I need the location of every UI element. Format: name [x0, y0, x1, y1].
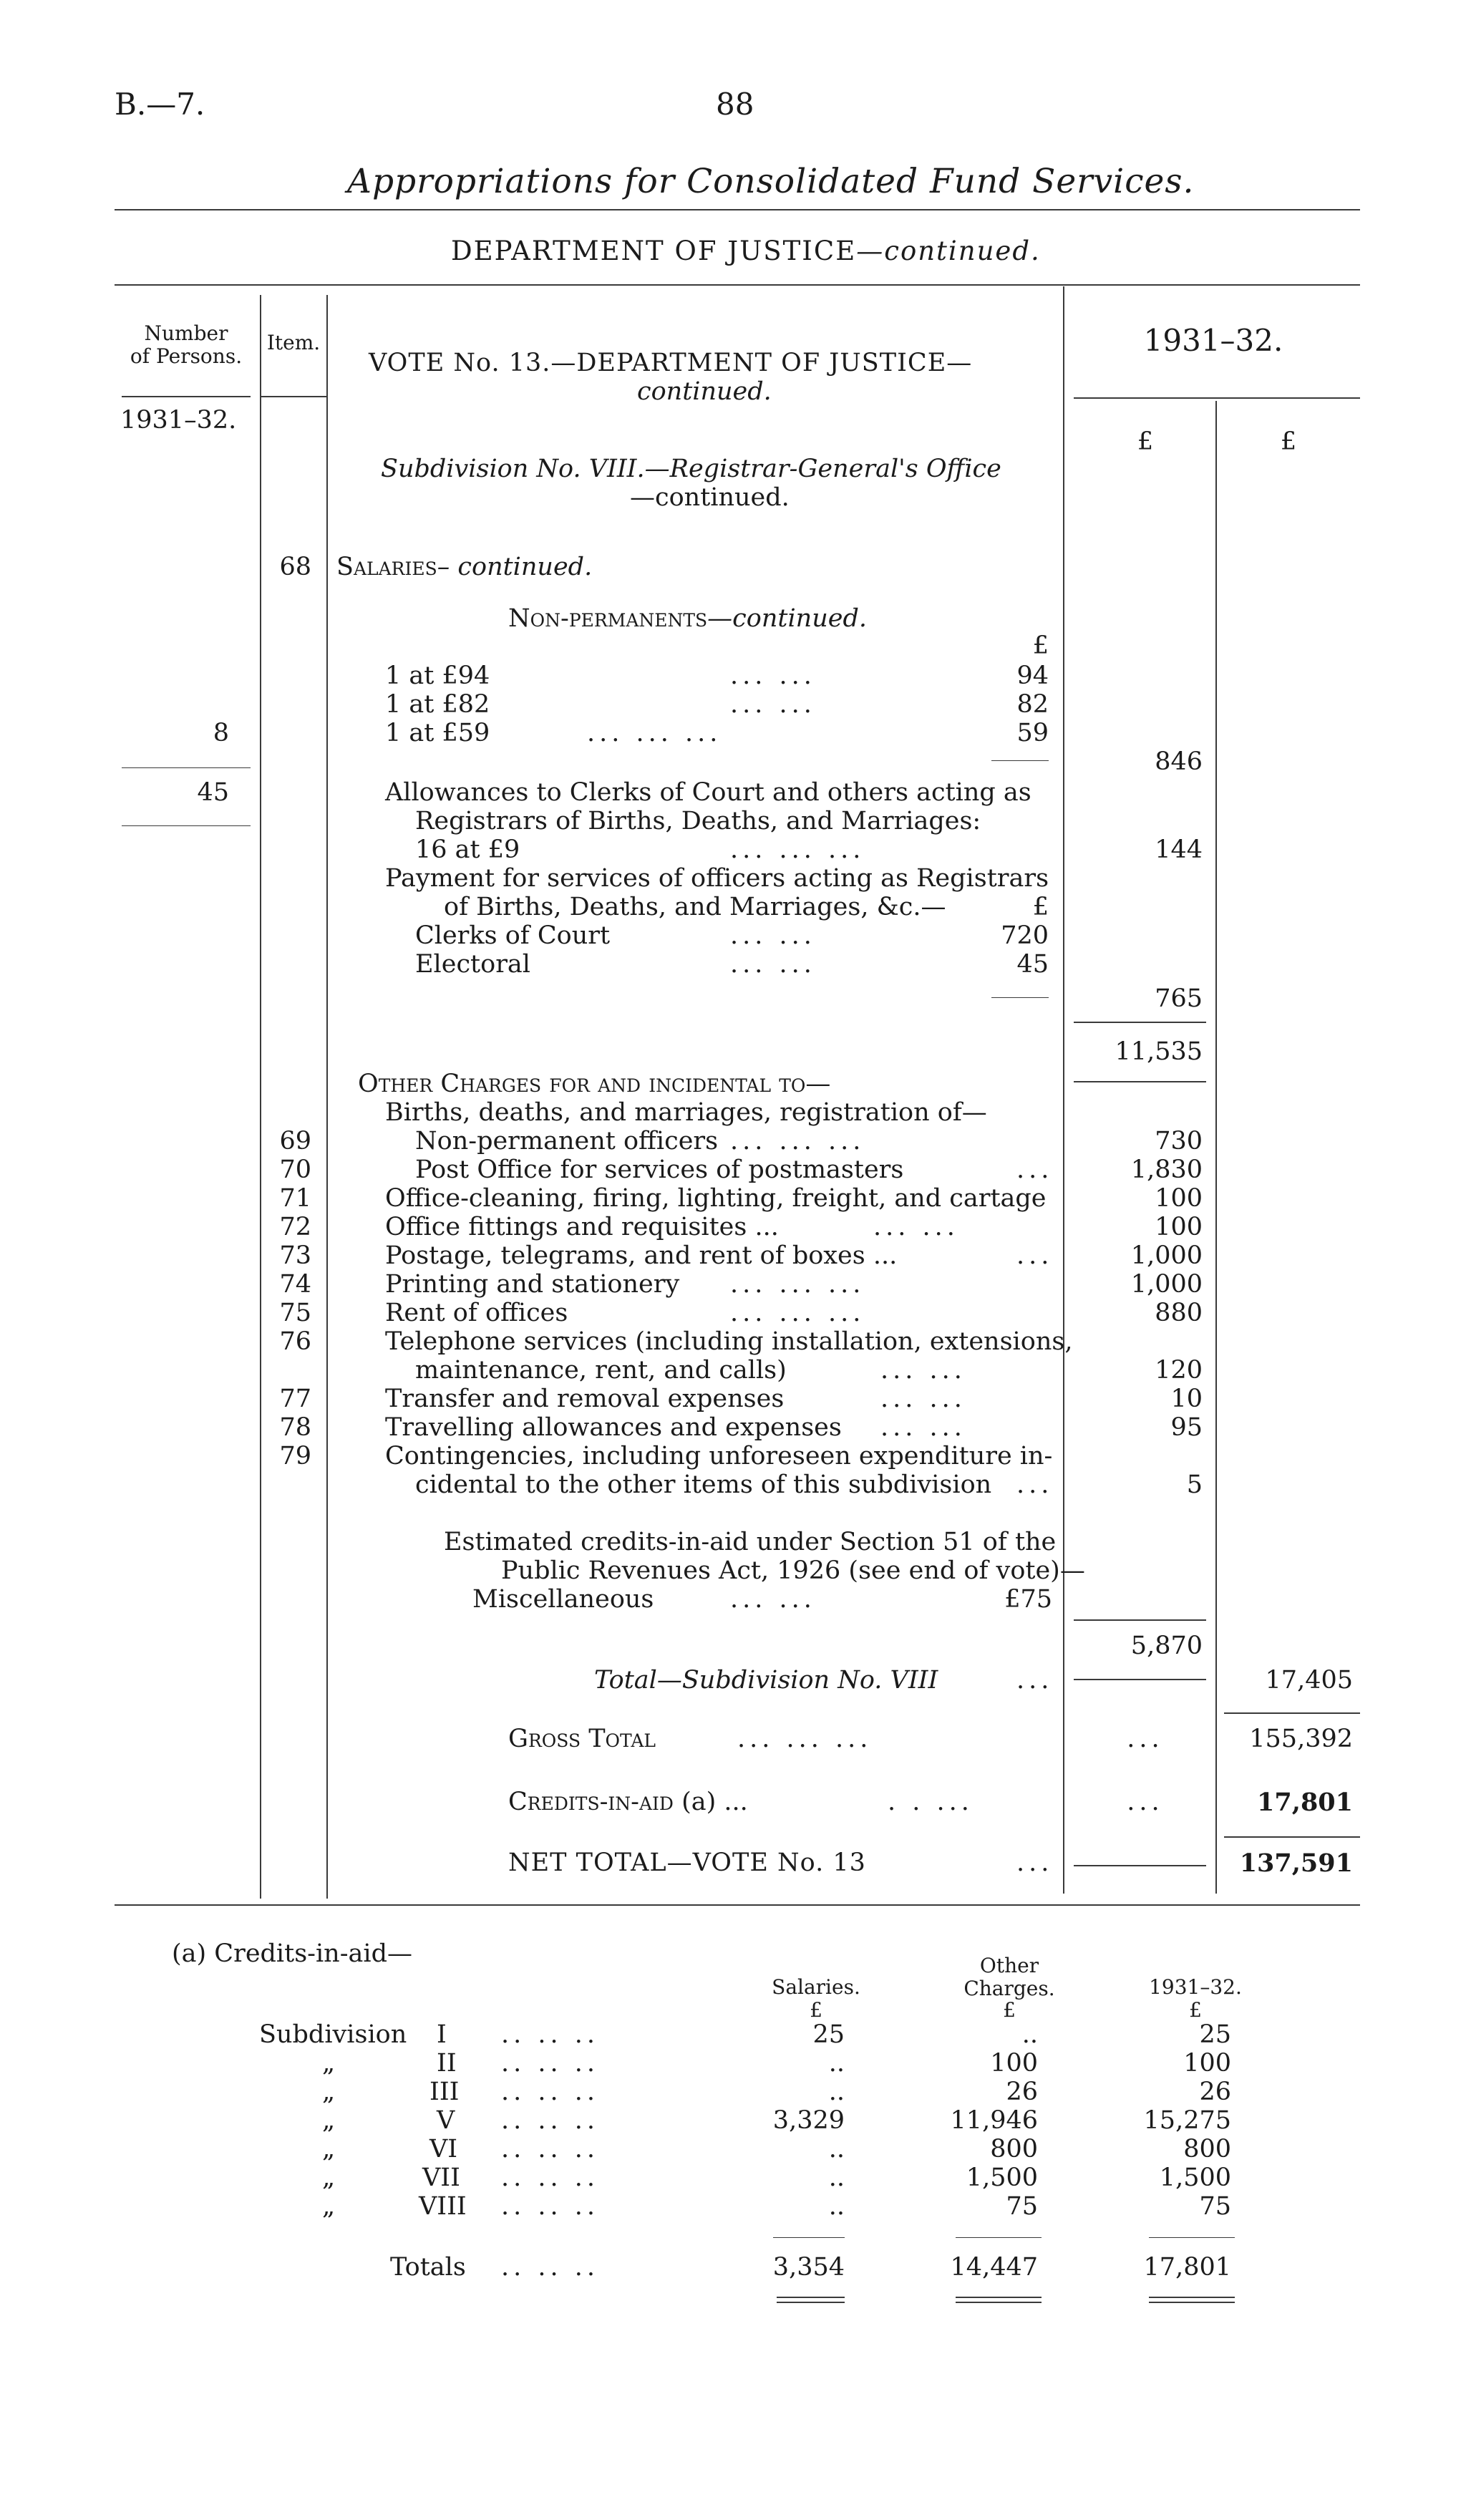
amount-subtotal-rule — [991, 997, 1049, 998]
footnote-other: .. — [1021, 2020, 1038, 2049]
department-heading — [451, 238, 1041, 264]
vote-title: VOTE No. 13.—DEPARTMENT OF JUSTICE— — [369, 349, 973, 377]
leader-dots: .. .. .. — [501, 2078, 600, 2106]
leader-dots: ... ... — [730, 950, 816, 979]
leader-dots: ... — [1016, 1666, 1054, 1695]
footnote-subdivision-word: Subdivision — [259, 2020, 407, 2049]
footnote-heading: (a) Credits-in-aid— — [172, 1939, 413, 1968]
footnote-double-rule — [777, 2302, 845, 2303]
leader-dots: ... ... — [730, 690, 816, 719]
nonperm-heading-text: Non-permanents — [508, 604, 708, 633]
footnote-total: 1,500 — [1159, 2163, 1231, 2192]
footnote-other: 26 — [1006, 2078, 1038, 2106]
footnote-pound-year: £ — [1189, 1998, 1202, 2022]
salaries-pound-sign: £ — [1032, 631, 1049, 660]
list-item-amount: 94 — [1016, 662, 1049, 690]
year-column-header: 1931–32. — [1143, 323, 1283, 358]
department-main: DEPARTMENT OF JUSTICE — [451, 236, 857, 266]
net-total-label: NET TOTAL—VOTE No. 13 — [508, 1848, 866, 1877]
footnote-pound-salaries: £ — [810, 1998, 822, 2022]
item-column-left-rule — [260, 295, 261, 1899]
list-item-amount: 5 — [1186, 1470, 1203, 1499]
year-header-rule — [1074, 397, 1360, 399]
list-item: Electoral — [415, 950, 530, 979]
footnote-salaries: .. — [828, 2135, 845, 2163]
net-total-middle-rule — [1074, 1865, 1206, 1866]
subdivision-title-continued: —continued. — [630, 483, 790, 512]
list-item-amount: 1,000 — [1130, 1270, 1203, 1299]
salaries-heading-text: Salaries — [336, 553, 437, 581]
nonpermanents-heading — [508, 606, 867, 631]
payment-line2: of Births, Deaths, and Marriages, &c.— — [444, 893, 946, 921]
list-item: Printing and stationery — [385, 1270, 680, 1299]
footnote-total: 15,275 — [1143, 2106, 1231, 2135]
contingencies-line1: Contingencies, including unforeseen expenditure in- — [385, 1442, 1053, 1470]
leader-dots: ... ... — [730, 1585, 816, 1614]
amount-column-left-rule — [1063, 286, 1064, 1894]
footnote-total: 100 — [1183, 2049, 1231, 2078]
footnote-double-rule — [1149, 2297, 1235, 2298]
subdivision-total-rule — [1224, 1712, 1360, 1714]
footnote-double-rule — [956, 2297, 1042, 2298]
footnote-other-rule — [956, 2237, 1042, 2238]
leader-dots: ... ... ... — [737, 1725, 873, 1753]
list-item-amount: 730 — [1155, 1127, 1203, 1155]
leader-dots: .. .. .. — [501, 2192, 600, 2221]
leader-dots: ... — [1016, 1470, 1054, 1499]
gross-total-label: Gross Total — [508, 1725, 656, 1753]
leader-dots: ... ... ... — [730, 835, 865, 864]
list-item: Rent of offices — [385, 1299, 568, 1327]
footnote-salaries-rule — [773, 2237, 845, 2238]
footnote-total-rule — [1149, 2237, 1235, 2238]
ditto-mark: „ — [322, 2078, 336, 2106]
footnote-totals-total: 17,801 — [1143, 2253, 1231, 2282]
pound-header-2: £ — [1280, 427, 1297, 456]
salaries-subtotal: 846 — [1155, 747, 1203, 776]
item-number: 70 — [279, 1155, 311, 1184]
salaries-item-number: 68 — [279, 553, 311, 581]
persons-column-header — [122, 322, 251, 368]
allowances-persons: 45 — [197, 778, 229, 807]
leader-dots: .. .. .. — [501, 2163, 600, 2192]
credits-in-aid-note: (a) ... — [681, 1788, 748, 1816]
ditto-mark: „ — [322, 2106, 336, 2135]
list-item: 1 at £82 — [385, 690, 490, 719]
item-column-right-rule — [326, 295, 328, 1899]
footnote-year-header: 1931–32. — [1149, 1975, 1242, 1999]
allowances-line1: Allowances to Clerks of Court and others acting as — [385, 778, 1031, 807]
footnote-salaries: 3,329 — [772, 2106, 845, 2135]
footnote-total: 800 — [1183, 2135, 1231, 2163]
credits-in-aid-amount: 17,801 — [1257, 1788, 1353, 1817]
item-number: 71 — [279, 1184, 311, 1213]
leader-dots: .. .. .. — [501, 2049, 600, 2078]
births-heading: Births, deaths, and marriages, registration of— — [385, 1098, 987, 1127]
subdivision-total-amount: 17,405 — [1265, 1666, 1353, 1695]
page-reference: B.—7. — [115, 87, 205, 122]
leader-dots: ... ... ... — [587, 719, 722, 747]
other-charges-total-rule — [1074, 1619, 1206, 1621]
item-number: 79 — [279, 1442, 311, 1470]
vote-title-continued: continued. — [637, 377, 772, 406]
leader-dots: ... — [1016, 1241, 1054, 1270]
leader-dots: ... ... ... — [730, 1127, 865, 1155]
footnote-other: 800 — [990, 2135, 1038, 2163]
footnote-salaries: .. — [828, 2049, 845, 2078]
footnote-other: 11,946 — [950, 2106, 1038, 2135]
list-item: Non-permanent officers — [415, 1127, 719, 1155]
table-top-rule — [115, 284, 1360, 286]
item-number: 78 — [279, 1413, 311, 1442]
leader-dots: ... ... — [730, 921, 816, 950]
leader-dots: ... ... — [880, 1385, 966, 1413]
footnote-sub-label: III — [429, 2078, 460, 2106]
footnote-salaries: .. — [828, 2078, 845, 2106]
credits-in-aid-placeholder: ... — [1127, 1788, 1164, 1816]
telephone-line2: maintenance, rent, and calls) — [415, 1356, 787, 1385]
leader-dots: .. .. .. — [501, 2020, 600, 2049]
ditto-mark: „ — [322, 2192, 336, 2221]
footnote-sub-label: V — [437, 2106, 455, 2135]
subdivision-title: Subdivision No. VIII.—Registrar-General's Office — [381, 455, 1001, 483]
salaries-total-rule — [1074, 1022, 1206, 1023]
footnote-total: 25 — [1199, 2020, 1231, 2049]
footnote-pound-other: £ — [1003, 1998, 1016, 2022]
nonperm-heading-suffix: —continued. — [707, 604, 867, 633]
list-item-amount: 95 — [1170, 1413, 1203, 1442]
footnote-other-header-line1: Other — [979, 1954, 1039, 1977]
title-rule — [115, 209, 1360, 210]
list-item-amount: 10 — [1170, 1385, 1203, 1413]
item-header-rule — [260, 396, 326, 397]
salaries-persons: 8 — [213, 719, 229, 747]
persons-header-line1: Number — [144, 321, 228, 345]
list-item-amount: 120 — [1155, 1356, 1203, 1385]
list-item-amount: 59 — [1016, 719, 1049, 747]
item-number: 69 — [279, 1127, 311, 1155]
list-item-amount: 82 — [1016, 690, 1049, 719]
credits-in-aid-row — [508, 1790, 748, 1815]
list-item: 1 at £94 — [385, 662, 490, 690]
leader-dots: . . ... — [888, 1788, 974, 1816]
footnote-totals-label: Totals — [390, 2253, 466, 2282]
amount-column-mid-rule — [1215, 401, 1217, 1894]
salaries-heading-suffix: – continued. — [437, 553, 593, 581]
footnote-sub-label: VII — [422, 2163, 460, 2192]
ditto-mark: „ — [322, 2049, 336, 2078]
list-item-amount: 45 — [1016, 950, 1049, 979]
list-item-amount: 1,830 — [1130, 1155, 1203, 1184]
item-number: 72 — [279, 1213, 311, 1241]
footnote-salaries-header: Salaries. — [772, 1975, 860, 1999]
pound-header-1: £ — [1137, 427, 1154, 456]
list-item-amount: 100 — [1155, 1213, 1203, 1241]
footnote-other-header-line2: Charges. — [963, 1977, 1055, 2000]
list-item: 1 at £59 — [385, 719, 490, 747]
list-item: Office-cleaning, firing, lighting, freight, and cartage — [385, 1184, 1047, 1213]
footnote-double-rule — [777, 2297, 845, 2298]
net-total-amount: 137,591 — [1239, 1848, 1353, 1878]
footnote-other-charges-header — [931, 1954, 1088, 2000]
list-item: Postage, telegrams, and rent of boxes ... — [385, 1241, 898, 1270]
footnote-total: 75 — [1199, 2192, 1231, 2221]
page-number: 88 — [716, 87, 754, 122]
footnote-totals-other: 14,447 — [950, 2253, 1038, 2282]
credits-line2: Public Revenues Act, 1926 (see end of vote)— — [501, 1556, 1085, 1585]
leader-dots: ... ... ... — [730, 1270, 865, 1299]
footnote-double-rule — [956, 2302, 1042, 2303]
other-charges-total: 5,870 — [1130, 1632, 1203, 1660]
item-column-header: Item. — [266, 331, 321, 354]
list-item: Travelling allowances and expenses — [385, 1413, 842, 1442]
persons-header-rule — [122, 396, 251, 397]
leader-dots: ... — [1016, 1155, 1054, 1184]
footnote-other: 1,500 — [966, 2163, 1038, 2192]
footnote-other: 75 — [1006, 2192, 1038, 2221]
credits-line3: Miscellaneous — [472, 1585, 654, 1614]
footnote-sub-label: VIII — [419, 2192, 467, 2221]
footnote-salaries: .. — [828, 2192, 845, 2221]
telephone-line1: Telephone services (including installation, extensions, — [385, 1327, 1073, 1356]
footnote-total: 26 — [1199, 2078, 1231, 2106]
payment-line1: Payment for services of officers acting as Registrars — [385, 864, 1049, 893]
footnote-sub-label: I — [437, 2020, 447, 2049]
credits-line1: Estimated credits-in-aid under Section 51 of the — [444, 1528, 1057, 1556]
item-number: 76 — [279, 1327, 311, 1356]
list-item-amount: 720 — [1001, 921, 1049, 950]
amount-subtotal-rule — [991, 760, 1049, 761]
item-number: 74 — [279, 1270, 311, 1299]
list-item-amount: 880 — [1155, 1299, 1203, 1327]
credits-miscellaneous-amount: £75 — [1004, 1585, 1052, 1614]
footnote-other: 100 — [990, 2049, 1038, 2078]
credits-in-aid-label: Credits-in-aid — [508, 1788, 674, 1816]
persons-header-line2: of Persons. — [130, 344, 243, 368]
credits-rule — [1224, 1836, 1360, 1838]
list-item-amount: 1,000 — [1130, 1241, 1203, 1270]
ditto-mark: „ — [322, 2135, 336, 2163]
leader-dots: .. .. .. — [501, 2135, 600, 2163]
persons-total-rule — [122, 825, 251, 826]
salaries-total: 11,535 — [1115, 1037, 1203, 1066]
page-title: Appropriations for Consolidated Fund Services. — [347, 162, 1195, 201]
footnote-sub-label: II — [437, 2049, 457, 2078]
footnote-double-rule — [1149, 2302, 1235, 2303]
leader-dots: ... ... ... — [730, 1299, 865, 1327]
subdivision-total-label: Total—Subdivision No. VIII — [594, 1666, 938, 1695]
other-charges-heading: Other Charges for and incidental to— — [358, 1070, 831, 1098]
leader-dots: ... ... — [730, 662, 816, 690]
persons-subtotal-rule — [122, 767, 251, 768]
footnote-salaries: 25 — [812, 2020, 845, 2049]
allowances-line3: 16 at £9 — [415, 835, 520, 864]
allowances-amount: 144 — [1155, 835, 1203, 864]
leader-dots: .. .. .. — [501, 2106, 600, 2135]
table-bottom-rule — [115, 1904, 1360, 1906]
leader-dots: .. .. .. — [501, 2253, 600, 2282]
list-item-amount: 100 — [1155, 1184, 1203, 1213]
item-number: 77 — [279, 1385, 311, 1413]
other-charges-total-bottom-rule — [1074, 1679, 1206, 1680]
leader-dots: ... ... — [880, 1356, 966, 1385]
leader-dots: ... — [1016, 1848, 1054, 1877]
leader-dots: ... ... — [873, 1213, 959, 1241]
footnote-salaries: .. — [828, 2163, 845, 2192]
gross-total-amount: 155,392 — [1249, 1725, 1353, 1753]
contingencies-line2: cidental to the other items of this subdivision — [415, 1470, 992, 1499]
list-item: Transfer and removal expenses — [385, 1385, 785, 1413]
leader-dots: ... ... — [880, 1413, 966, 1442]
salaries-heading — [336, 555, 592, 580]
list-item: Post Office for services of postmasters — [415, 1155, 904, 1184]
gross-total-placeholder: ... — [1127, 1725, 1164, 1753]
ditto-mark: „ — [322, 2163, 336, 2192]
payment-pound-sign: £ — [1032, 893, 1049, 921]
footnote-totals-salaries: 3,354 — [772, 2253, 845, 2282]
list-item: Clerks of Court — [415, 921, 611, 950]
item-number: 73 — [279, 1241, 311, 1270]
persons-year: 1931–32. — [120, 406, 237, 435]
item-number: 75 — [279, 1299, 311, 1327]
department-suffix: —continued. — [856, 236, 1041, 266]
payment-amount: 765 — [1155, 984, 1203, 1013]
salaries-total-bottom-rule — [1074, 1081, 1206, 1082]
allowances-line2: Registrars of Births, Deaths, and Marriages: — [415, 807, 981, 835]
list-item: Office fittings and requisites ... — [385, 1213, 779, 1241]
footnote-sub-label: VI — [429, 2135, 458, 2163]
